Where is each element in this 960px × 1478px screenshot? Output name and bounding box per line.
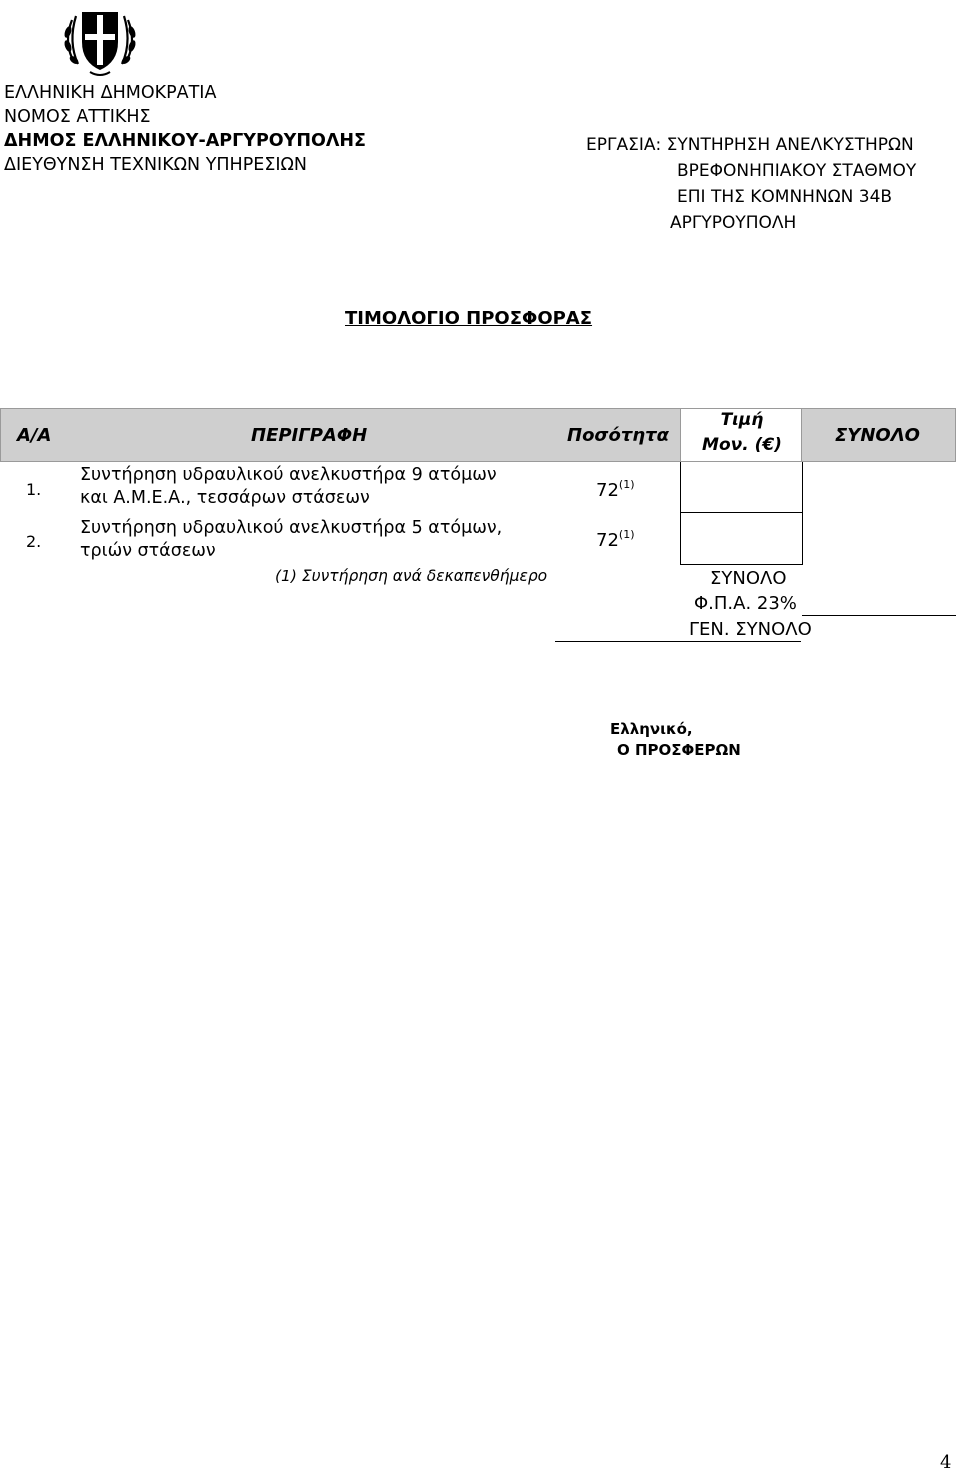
row-number: 1. bbox=[26, 480, 42, 499]
totals-line bbox=[802, 615, 956, 616]
project-block bbox=[560, 132, 940, 236]
quantity-value: 72 bbox=[596, 530, 619, 551]
col-divider bbox=[802, 462, 803, 565]
vat-label: Φ.Π.Α. 23% bbox=[694, 593, 797, 614]
project-line-2: ΒΡΕΦΟΝΗΠΙΑΚΟΥ ΣΤΑΘΜΟΥ bbox=[677, 161, 917, 181]
row-quantity bbox=[596, 478, 635, 501]
row-description bbox=[80, 517, 502, 563]
col-divider bbox=[680, 462, 681, 565]
header-description: ΠΕΡΙΓΡΑΦΗ bbox=[251, 425, 368, 446]
table-footnote: (1) Συντήρηση ανά δεκαπενθήμερο bbox=[275, 567, 548, 585]
project-line-4: ΑΡΓΥΡΟΥΠΟΛΗ bbox=[670, 213, 797, 233]
issuer-department: ΔΙΕΥΘΥΝΣΗ ΤΕΧΝΙΚΩΝ ΥΠΗΡΕΣΙΩΝ bbox=[4, 155, 308, 175]
issuer-block bbox=[4, 81, 366, 177]
row-description-line-2: τριών στάσεων bbox=[80, 541, 216, 561]
header-unit-price bbox=[680, 408, 802, 462]
quantity-footnote: (1) bbox=[618, 528, 635, 541]
subtotal-label: ΣΥΝΟΛΟ bbox=[710, 568, 787, 589]
row-quantity bbox=[596, 528, 635, 551]
issuer-prefecture: ΝΟΜΟΣ ΑΤΤΙΚΗΣ bbox=[4, 107, 151, 127]
row-divider bbox=[680, 564, 802, 565]
project-line-1: ΕΡΓΑΣΙΑ: ΣΥΝΤΗΡΗΣΗ ΑΝΕΛΚΥΣΤΗΡΩΝ bbox=[586, 135, 914, 155]
row-description bbox=[80, 464, 497, 510]
page-number: 4 bbox=[940, 1452, 952, 1473]
quantity-value: 72 bbox=[596, 480, 619, 501]
row-description-line-1: Συντήρηση υδραυλικού ανελκυστήρα 5 ατόμων, bbox=[80, 518, 503, 538]
row-divider bbox=[680, 512, 802, 513]
header-unit-price-line-1: Τιμή bbox=[720, 410, 764, 430]
header-quantity: Ποσότητα bbox=[567, 425, 669, 446]
quantity-footnote: (1) bbox=[618, 478, 635, 491]
grand-total-label: ΓΕΝ. ΣΥΝΟΛΟ bbox=[689, 619, 812, 640]
issuer-country: ΕΛΛΗΝΙΚΗ ΔΗΜΟΚΡΑΤΙΑ bbox=[4, 83, 217, 103]
signature-place: Ελληνικό, bbox=[610, 720, 693, 738]
row-number: 2. bbox=[26, 532, 42, 551]
header-total: ΣΥΝΟΛΟ bbox=[835, 425, 920, 446]
table-header bbox=[0, 408, 956, 462]
project-line-3: ΕΠΙ ΤΗΣ ΚΟΜΝΗΝΩΝ 34Β bbox=[677, 187, 893, 207]
row-description-line-1: Συντήρηση υδραυλικού ανελκυστήρα 9 ατόμων bbox=[80, 465, 497, 485]
issuer-municipality: ΔΗΜΟΣ ΕΛΛΗΝΙΚΟΥ-ΑΡΓΥΡΟΥΠΟΛΗΣ bbox=[4, 131, 366, 151]
page-title: ΤΙΜΟΛΟΓΙΟ ΠΡΟΣΦΟΡΑΣ bbox=[345, 308, 593, 329]
header-unit-price-line-2: Μον. (€) bbox=[702, 435, 782, 455]
greek-coat-of-arms-icon bbox=[62, 2, 138, 78]
header-aa: Α/Α bbox=[17, 425, 52, 446]
signature-role: Ο ΠΡΟΣΦΕΡΩΝ bbox=[617, 741, 741, 759]
row-description-line-2: και Α.Μ.Ε.Α., τεσσάρων στάσεων bbox=[80, 488, 370, 508]
totals-line bbox=[555, 641, 801, 642]
